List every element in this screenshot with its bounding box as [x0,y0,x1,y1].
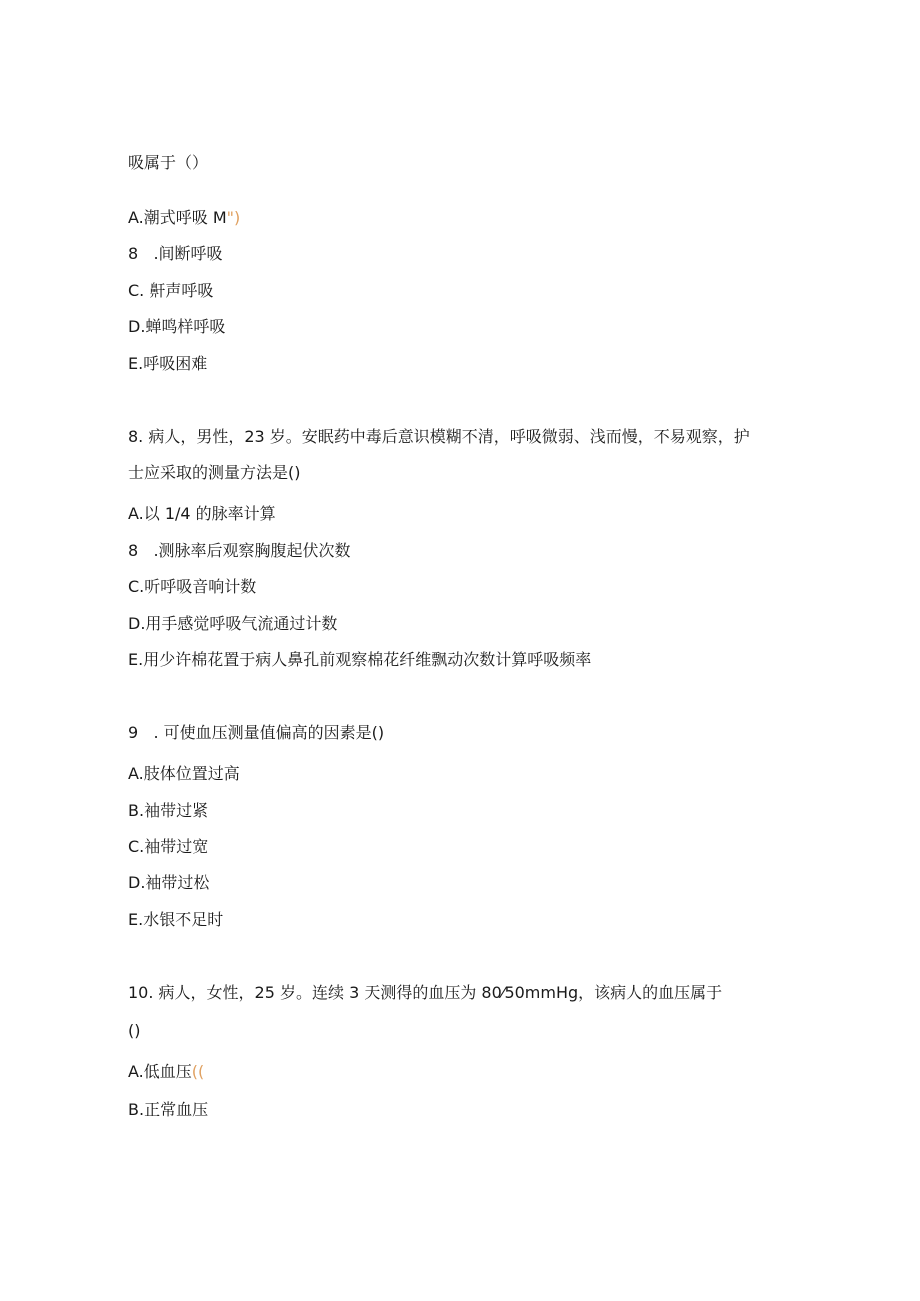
option-a [128,1061,204,1083]
option-d: D.蝉鸣样呼吸 [128,317,226,336]
question-8-stem: 8. 病人，男性，23 岁。安眠药中毒后意识模糊不清，呼吸微弱、浅而慢，不易观察，护 [128,427,750,446]
option-b: 8 .间断呼吸 [128,244,223,263]
option-b: 8 .测脉率后观察胸腹起伏次数 [128,541,351,560]
option-c: C.袖带过宽 [128,837,209,856]
option-c: C.听呼吸音响计数 [128,577,257,596]
question-8-stem-cont: 士应采取的测量方法是() [128,463,301,482]
option-b: B.正常血压 [128,1100,209,1119]
option-e: E.水银不足时 [128,910,224,929]
option-a: A.肢体位置过高 [128,764,240,783]
option-d: D.袖带过松 [128,873,210,892]
question-10-stem-cont: () [128,1021,141,1040]
option-d: D.用手感觉呼吸气流通过计数 [128,614,338,633]
option-c: C. 鼾声呼吸 [128,281,214,300]
option-b: B.袖带过紧 [128,801,209,820]
option-text: A.潮式呼吸 M [128,208,227,227]
option-a [128,207,240,229]
option-a: A.以 1/4 的脉率计算 [128,504,276,523]
stray-mark: ") [226,208,241,227]
question-9-stem: 9 . 可使血压测量值偏高的因素是() [128,723,385,742]
stray-mark: (( [191,1062,205,1081]
option-text: A.低血压 [128,1062,192,1081]
question-stem: 吸属于（） [128,153,209,172]
question-10-stem: 10. 病人，女性，25 岁。连续 3 天测得的血压为 80⁄50mmHg，该病人的血压属于 [128,983,723,1002]
option-e: E.呼吸困难 [128,354,208,373]
option-e: E.用少许棉花置于病人鼻孔前观察棉花纤维飘动次数计算呼吸频率 [128,650,592,669]
